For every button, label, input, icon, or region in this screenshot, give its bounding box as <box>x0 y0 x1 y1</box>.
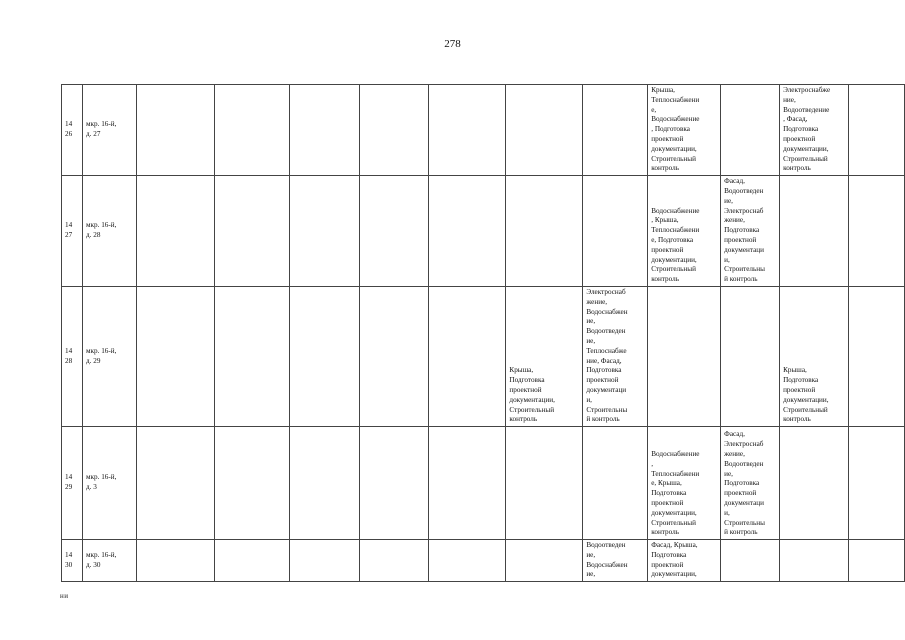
works-cell <box>506 176 583 287</box>
empty-cell <box>428 540 506 582</box>
works-cell: Водоснабжение , Крыша, Теплоснабжени е, Подготовка проектной документации, Строительный контроль <box>648 176 721 287</box>
works-cell: Электроснабже ние, Водоотведение , Фасад, Подготовка проектной документации, Строительный контроль <box>780 85 849 176</box>
empty-cell <box>289 427 359 540</box>
empty-cell <box>136 176 214 287</box>
works-cell: Крыша, Подготовка проектной документации, Строительный контроль <box>506 286 583 426</box>
works-cell: Фасад, Электроснаб жение, Водоотведен ие, Подготовка проектной документаци и, Строительны й контроль <box>721 427 780 540</box>
works-cell <box>721 286 780 426</box>
address-cell: мкр. 16-й, д. 29 <box>82 286 136 426</box>
address-cell: мкр. 16-й, д. 30 <box>82 540 136 582</box>
works-cell <box>721 540 780 582</box>
works-cell: Водоотведен ие, Водоснабжен ие, <box>583 540 648 582</box>
empty-cell <box>214 540 289 582</box>
empty-cell <box>359 427 428 540</box>
row-number: 14 26 <box>62 85 83 176</box>
works-cell <box>648 286 721 426</box>
works-cell <box>583 85 648 176</box>
empty-cell <box>428 176 506 287</box>
empty-cell <box>359 286 428 426</box>
empty-cell <box>136 286 214 426</box>
empty-cell <box>428 286 506 426</box>
empty-cell <box>359 176 428 287</box>
footer-mark: ни <box>60 592 69 600</box>
empty-cell <box>214 427 289 540</box>
works-cell: Крыша, Теплоснабжени е, Водоснабжение , Подготовка проектной документации, Строительный контроль <box>648 85 721 176</box>
empty-cell <box>214 176 289 287</box>
works-cell: Водоснабжение , Теплоснабжени е, Крыша, Подготовка проектной документации, Строительный контроль <box>648 427 721 540</box>
empty-cell <box>289 286 359 426</box>
works-cell: Фасад, Крыша, Подготовка проектной документации, <box>648 540 721 582</box>
empty-cell <box>848 540 904 582</box>
empty-cell <box>214 286 289 426</box>
address-cell: мкр. 16-й, д. 28 <box>82 176 136 287</box>
page-number: 278 <box>444 38 461 50</box>
table-row <box>62 427 905 540</box>
row-number: 14 27 <box>62 176 83 287</box>
works-cell <box>780 540 849 582</box>
works-cell <box>506 540 583 582</box>
empty-cell <box>136 427 214 540</box>
table-row <box>62 176 905 287</box>
works-cell <box>583 427 648 540</box>
works-cell <box>780 427 849 540</box>
empty-cell <box>136 85 214 176</box>
works-cell <box>721 85 780 176</box>
works-cell: Фасад, Водоотведен ие, Электроснаб жение, Подготовка проектной документаци и, Строительны й контроль <box>721 176 780 287</box>
table-row <box>62 540 905 582</box>
empty-cell <box>848 176 904 287</box>
empty-cell <box>289 85 359 176</box>
empty-cell <box>428 427 506 540</box>
address-cell: мкр. 16-й, д. 3 <box>82 427 136 540</box>
works-cell: Электроснаб жение, Водоснабжен ие, Водоотведен ие, Теплоснабже ние, Фасад, Подготовка проектной документаци и, Строительны й контроль <box>583 286 648 426</box>
works-cell <box>506 427 583 540</box>
address-cell: мкр. 16-й, д. 27 <box>82 85 136 176</box>
empty-cell <box>214 85 289 176</box>
empty-cell <box>136 540 214 582</box>
empty-cell <box>289 540 359 582</box>
empty-cell <box>848 85 904 176</box>
table-row <box>62 286 905 426</box>
empty-cell <box>359 85 428 176</box>
row-number: 14 28 <box>62 286 83 426</box>
registry-table <box>61 84 905 582</box>
works-cell <box>506 85 583 176</box>
works-cell: Крыша, Подготовка проектной документации, Строительный контроль <box>780 286 849 426</box>
empty-cell <box>289 176 359 287</box>
works-cell <box>780 176 849 287</box>
row-number: 14 29 <box>62 427 83 540</box>
works-cell <box>583 176 648 287</box>
row-number: 14 30 <box>62 540 83 582</box>
empty-cell <box>848 427 904 540</box>
empty-cell <box>359 540 428 582</box>
empty-cell <box>848 286 904 426</box>
table-row <box>62 85 905 176</box>
empty-cell <box>428 85 506 176</box>
